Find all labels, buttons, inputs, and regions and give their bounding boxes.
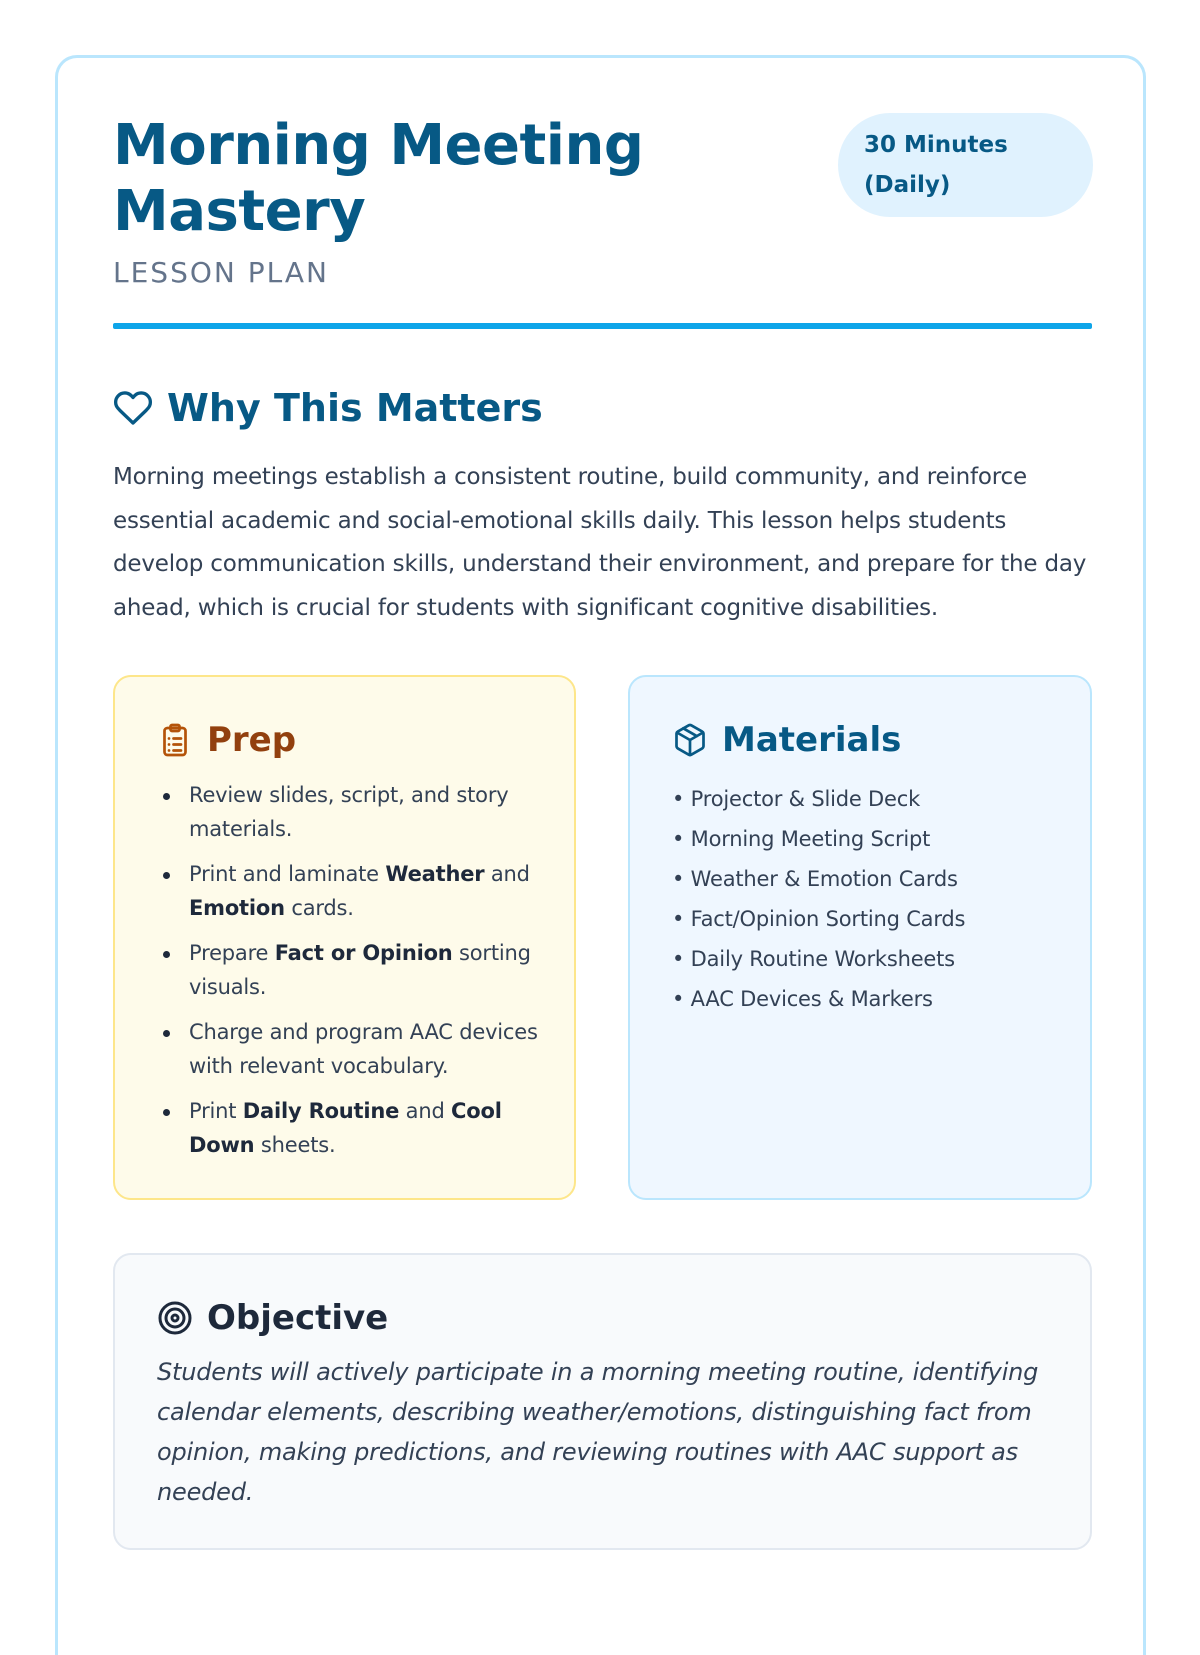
- prep-item-text: sorting visuals.: [189, 941, 531, 999]
- duration-badge: 30 Minutes (Daily): [838, 113, 1093, 217]
- objective-heading: [157, 1295, 388, 1341]
- prep-item-text: Prepare: [189, 941, 275, 965]
- materials-item: [672, 899, 1062, 939]
- lesson-header: [113, 113, 1092, 325]
- prep-item: [157, 858, 547, 925]
- prep-item: [157, 937, 547, 1004]
- materials-item: [672, 779, 1062, 819]
- prep-item: [157, 779, 547, 846]
- package-icon: [672, 722, 708, 758]
- materials-item-label: Projector & Slide Deck: [690, 787, 921, 811]
- why-title: Why This Matters: [167, 386, 543, 430]
- prep-item-emphasis: Weather: [385, 862, 485, 886]
- materials-heading: [672, 717, 901, 763]
- prep-item-text: Review slides, script, and story materials.: [189, 783, 509, 841]
- bullet-icon: •: [672, 907, 691, 931]
- prep-item-text: Print and laminate: [189, 862, 386, 886]
- why-paragraph: Morning meetings establish a consistent routine, build community, and reinforce essential academic and social-emotional skills daily. This lesson helps students develop communication skills, understand their environment, and prepare for the day ahead, which is crucial for students with significant cognitive disabilities.: [113, 464, 1087, 621]
- heart-icon: [113, 388, 153, 428]
- lesson-plan-card: [55, 55, 1146, 1655]
- materials-item: [672, 979, 1062, 1019]
- materials-panel: [628, 675, 1092, 1200]
- prep-item-text: Charge and program AAC devices with relevant vocabulary.: [189, 1020, 538, 1078]
- bullet-icon: •: [672, 827, 691, 851]
- materials-item-label: Weather & Emotion Cards: [690, 867, 958, 891]
- materials-item-label: Fact/Opinion Sorting Cards: [690, 907, 966, 931]
- bullet-icon: •: [672, 987, 691, 1011]
- prep-item-text: and: [484, 862, 530, 886]
- bullet-icon: •: [672, 947, 691, 971]
- materials-item: [672, 819, 1062, 859]
- materials-item: [672, 859, 1062, 899]
- materials-list: [672, 779, 1062, 1019]
- page-title: Morning Meeting Mastery: [113, 113, 644, 244]
- prep-title: Prep: [207, 720, 297, 760]
- page-subtitle: LESSON PLAN: [113, 256, 329, 289]
- clipboard-icon: [157, 722, 193, 758]
- prep-item-text: Print: [189, 1099, 243, 1123]
- prep-item-emphasis: Daily Routine: [242, 1099, 400, 1123]
- prep-item-emphasis: Emotion: [189, 895, 285, 920]
- bullet-icon: •: [672, 867, 691, 891]
- prep-item-text: and: [399, 1099, 452, 1123]
- prep-list: [157, 779, 547, 1174]
- prep-item-text: sheets.: [254, 1132, 336, 1157]
- materials-title: Materials: [722, 720, 902, 760]
- materials-item-label: Daily Routine Worksheets: [690, 947, 955, 971]
- prep-item: [157, 1016, 547, 1083]
- prep-item: [157, 1095, 547, 1162]
- prep-item-emphasis: Fact or Opinion: [274, 941, 453, 965]
- prep-item-emphasis: Cool Down: [189, 1099, 502, 1157]
- objective-title: Objective: [207, 1298, 389, 1338]
- header-divider: [113, 323, 1092, 329]
- objective-text: Students will actively participate in a morning meeting routine, identifying calendar elements, describing weather/emotions, distinguishing fact from opinion, making predictions, and reviewing routines with AAC support as needed.: [157, 1358, 1039, 1506]
- materials-item-label: Morning Meeting Script: [690, 827, 931, 851]
- objective-panel: [113, 1253, 1092, 1550]
- prep-item-text: cards.: [284, 895, 354, 920]
- bullet-icon: •: [672, 787, 691, 811]
- prep-panel: [113, 675, 576, 1200]
- materials-item: [672, 939, 1062, 979]
- prep-heading: [157, 717, 296, 763]
- target-icon: [157, 1300, 193, 1336]
- materials-item-label: AAC Devices & Markers: [690, 987, 933, 1011]
- why-section-heading: [113, 383, 543, 433]
